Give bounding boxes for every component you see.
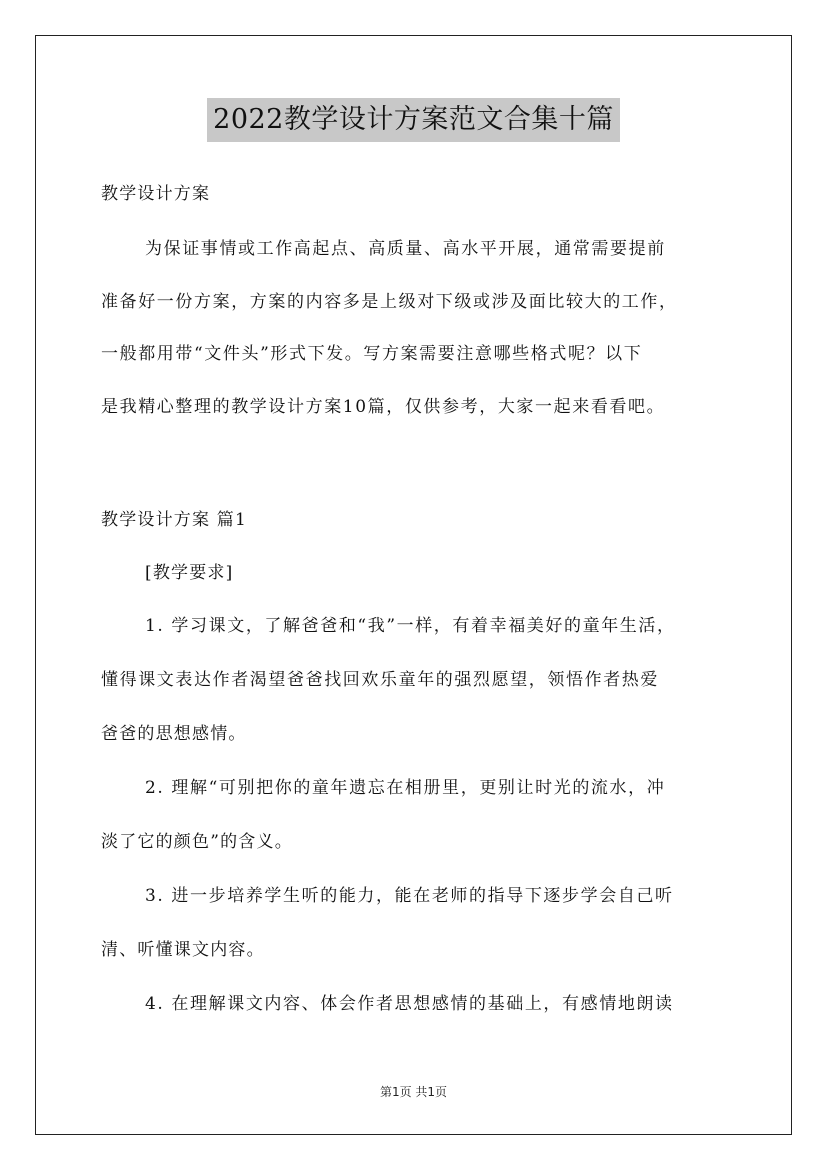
section-heading-part1: 教学设计方案 篇1 [101,510,248,530]
list-item-line: 2. 理解“可别把你的童年遗忘在相册里，更别让时光的流水，冲 [145,778,666,798]
list-item-line: 爸爸的思想感情。 [101,724,247,744]
list-item-line: 4. 在理解课文内容、体会作者思想感情的基础上，有感情地朗读 [145,994,674,1014]
paragraph-line: 一般都用带“文件头”形式下发。写方案需要注意哪些格式呢？以下 [101,344,643,364]
list-item-line: 淡了它的颜色”的含义。 [101,832,293,852]
list-item-line: 3. 进一步培养学生听的能力，能在老师的指导下逐步学会自己听 [145,886,674,906]
section-heading-intro: 教学设计方案 [101,184,211,204]
list-item-line: 懂得课文表达作者渴望爸爸找回欢乐童年的强烈愿望，领悟作者热爱 [101,670,659,690]
paragraph-line: 为保证事情或工作高起点、高质量、高水平开展，通常需要提前 [145,239,666,259]
page-footer: 第1页 共1页 [379,1085,448,1099]
subheading-requirements: [教学要求] [145,563,234,583]
paragraph-line: 准备好一份方案，方案的内容多是上级对下级或涉及面比较大的工作， [101,292,678,312]
title-container [0,98,827,142]
paragraph-line: 是我精心整理的教学设计方案10篇，仅供参考，大家一起来看看吧。 [101,397,666,417]
document-title: 2022教学设计方案范文合集十篇 [207,98,620,142]
list-item-line: 清、听懂课文内容。 [101,940,265,960]
list-item-line: 1. 学习课文，了解爸爸和“我”一样，有着幸福美好的童年生活， [145,616,676,636]
